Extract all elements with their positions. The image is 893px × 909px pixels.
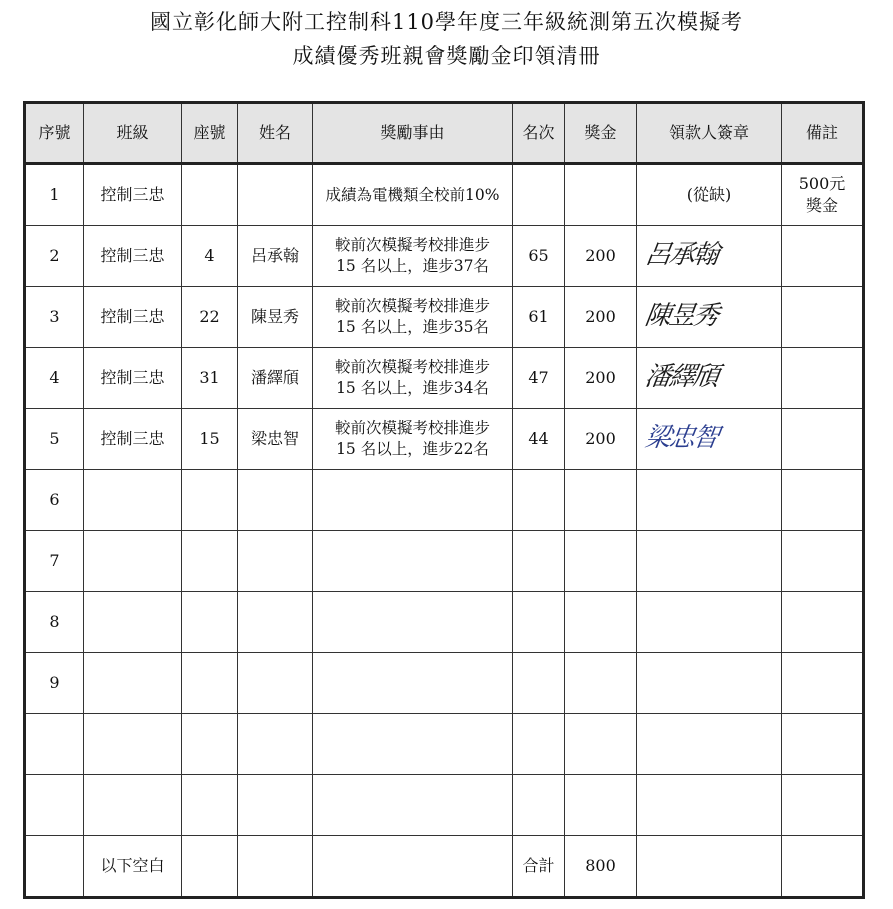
cell-signature — [637, 348, 782, 409]
cell-rank — [513, 775, 565, 836]
cell-rank — [513, 592, 565, 653]
cell-name — [238, 164, 313, 226]
table-row — [25, 287, 864, 348]
cell-name — [238, 592, 313, 653]
cell-no: 9 — [25, 653, 84, 714]
cell-seat — [182, 775, 238, 836]
cell-no: 5 — [25, 409, 84, 470]
cell-reason: 成績為電機類全校前10% — [313, 164, 513, 226]
table-row — [25, 226, 864, 287]
cell-class — [84, 775, 182, 836]
cell-signature — [637, 836, 782, 898]
cell-seat — [182, 592, 238, 653]
cell-award — [565, 775, 637, 836]
cell-class: 控制三忠 — [84, 287, 182, 348]
table-row — [25, 653, 864, 714]
header-rank: 名次 — [513, 103, 565, 164]
cell-note — [782, 592, 864, 653]
cell-rank: 合計 — [513, 836, 565, 898]
cell-seat: 22 — [182, 287, 238, 348]
cell-seat — [182, 653, 238, 714]
cell-rank: 47 — [513, 348, 565, 409]
cell-note: 500元 獎金 — [782, 164, 864, 226]
cell-note — [782, 348, 864, 409]
cell-note — [782, 226, 864, 287]
cell-no: 3 — [25, 287, 84, 348]
cell-class: 以下空白 — [84, 836, 182, 898]
cell-no — [25, 775, 84, 836]
cell-reason — [313, 653, 513, 714]
header-award: 獎金 — [565, 103, 637, 164]
cell-reason — [313, 775, 513, 836]
cell-reason: 較前次模擬考校排進步 15 名以上，進步34名 — [313, 348, 513, 409]
document-subtitle: 成績優秀班親會獎勵金印領清冊 — [292, 44, 601, 68]
cell-signature — [637, 592, 782, 653]
cell-class: 控制三忠 — [84, 164, 182, 226]
cell-rank — [513, 470, 565, 531]
cell-note — [782, 653, 864, 714]
cell-reason — [313, 714, 513, 775]
cell-signature — [637, 226, 782, 287]
table-row — [25, 409, 864, 470]
cell-name: 潘繹頎 — [238, 348, 313, 409]
header-signature: 領款人簽章 — [637, 103, 782, 164]
document-title: 國立彰化師大附工控制科110學年度三年級統測第五次模擬考 — [149, 10, 744, 34]
cell-signature: (從缺) — [637, 164, 782, 226]
cell-award — [565, 470, 637, 531]
cell-award: 200 — [565, 226, 637, 287]
cell-no: 4 — [25, 348, 84, 409]
cell-no — [25, 836, 84, 898]
handwritten-signature: 陳昱秀 — [642, 301, 720, 332]
cell-name — [238, 531, 313, 592]
header-reason: 獎勵事由 — [313, 103, 513, 164]
cell-note — [782, 775, 864, 836]
cell-note — [782, 836, 864, 898]
table-row — [25, 714, 864, 775]
cell-reason: 較前次模擬考校排進步 15 名以上，進步22名 — [313, 409, 513, 470]
cell-rank — [513, 531, 565, 592]
cell-no: 7 — [25, 531, 84, 592]
handwritten-signature: 潘繹頎 — [642, 362, 720, 393]
table-row — [25, 348, 864, 409]
cell-class — [84, 592, 182, 653]
cell-class — [84, 714, 182, 775]
cell-signature — [637, 714, 782, 775]
cell-signature — [637, 531, 782, 592]
cell-name — [238, 836, 313, 898]
cell-rank — [513, 653, 565, 714]
table-row — [25, 775, 864, 836]
handwritten-signature: 梁忠智 — [642, 423, 720, 454]
cell-class — [84, 531, 182, 592]
cell-rank: 44 — [513, 409, 565, 470]
cell-seat — [182, 714, 238, 775]
cell-reason — [313, 531, 513, 592]
cell-class — [84, 653, 182, 714]
cell-note — [782, 470, 864, 531]
cell-reason: 較前次模擬考校排進步 15 名以上，進步35名 — [313, 287, 513, 348]
header-seat: 座號 — [182, 103, 238, 164]
table-row — [25, 470, 864, 531]
cell-name: 呂承翰 — [238, 226, 313, 287]
header-no: 序號 — [25, 103, 84, 164]
cell-name — [238, 775, 313, 836]
cell-rank: 65 — [513, 226, 565, 287]
cell-note — [782, 714, 864, 775]
header-name: 姓名 — [238, 103, 313, 164]
cell-award — [565, 164, 637, 226]
cell-no: 6 — [25, 470, 84, 531]
cell-no: 1 — [25, 164, 84, 226]
cell-class — [84, 470, 182, 531]
cell-signature — [637, 653, 782, 714]
cell-reason — [313, 470, 513, 531]
cell-no — [25, 714, 84, 775]
header-note: 備註 — [782, 103, 864, 164]
cell-award — [565, 653, 637, 714]
cell-note — [782, 287, 864, 348]
cell-note — [782, 409, 864, 470]
cell-signature — [637, 775, 782, 836]
cell-class: 控制三忠 — [84, 226, 182, 287]
cell-award — [565, 714, 637, 775]
table-row — [25, 592, 864, 653]
cell-class: 控制三忠 — [84, 409, 182, 470]
cell-name: 梁忠智 — [238, 409, 313, 470]
cell-rank — [513, 164, 565, 226]
cell-rank — [513, 714, 565, 775]
cell-rank: 61 — [513, 287, 565, 348]
handwritten-signature: 呂承翰 — [642, 240, 720, 271]
cell-seat — [182, 836, 238, 898]
award-table — [23, 101, 865, 899]
cell-seat: 4 — [182, 226, 238, 287]
cell-seat: 15 — [182, 409, 238, 470]
cell-seat — [182, 531, 238, 592]
cell-seat — [182, 164, 238, 226]
cell-class: 控制三忠 — [84, 348, 182, 409]
cell-signature — [637, 409, 782, 470]
cell-name — [238, 714, 313, 775]
cell-reason — [313, 592, 513, 653]
cell-award — [565, 531, 637, 592]
cell-seat: 31 — [182, 348, 238, 409]
cell-name — [238, 653, 313, 714]
cell-seat — [182, 470, 238, 531]
cell-reason: 較前次模擬考校排進步 15 名以上，進步37名 — [313, 226, 513, 287]
cell-no: 8 — [25, 592, 84, 653]
cell-no: 2 — [25, 226, 84, 287]
cell-award: 200 — [565, 409, 637, 470]
cell-award — [565, 592, 637, 653]
table-row — [25, 164, 864, 226]
cell-award: 800 — [565, 836, 637, 898]
cell-signature — [637, 287, 782, 348]
cell-name: 陳昱秀 — [238, 287, 313, 348]
cell-note — [782, 531, 864, 592]
cell-name — [238, 470, 313, 531]
cell-reason — [313, 836, 513, 898]
cell-award: 200 — [565, 348, 637, 409]
header-class: 班級 — [84, 103, 182, 164]
table-row — [25, 836, 864, 898]
header-row — [25, 103, 864, 164]
cell-signature — [637, 470, 782, 531]
cell-award: 200 — [565, 287, 637, 348]
table-row — [25, 531, 864, 592]
